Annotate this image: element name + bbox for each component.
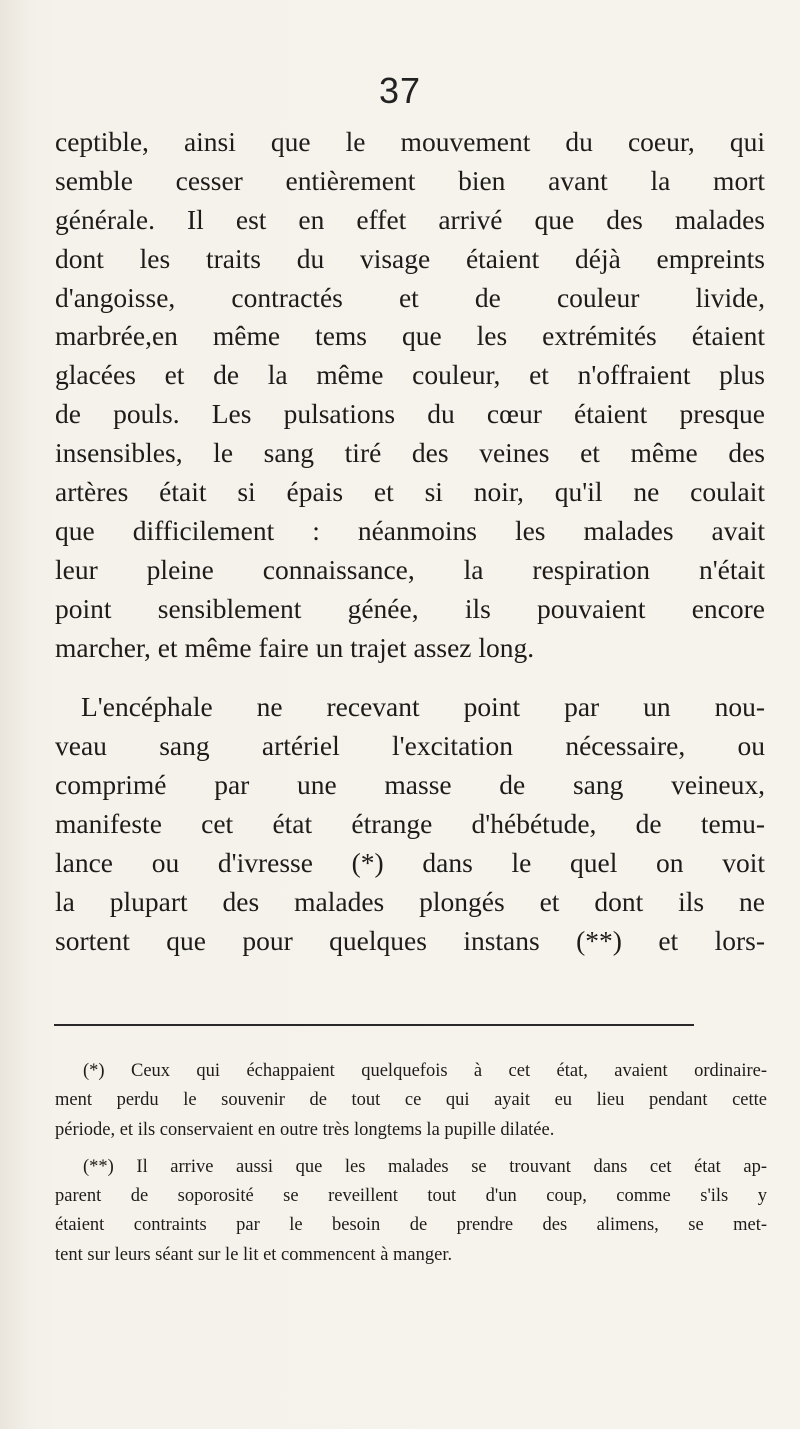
text-line: comprimé par une masse de sang veineux, <box>55 769 765 801</box>
text-line: semble cesser entièrement bien avant la mort <box>55 164 765 196</box>
text-line: point sensiblement génée, ils pouvaient encore <box>55 592 765 624</box>
text-line: dont les traits du visage étaient déjà empreints <box>55 242 765 274</box>
footnote-line: période, et ils conservaient en outre très longtems la pupille dilatée. <box>55 1119 555 1140</box>
footnote-gap <box>55 1145 767 1153</box>
footnote-1 <box>55 1057 767 1145</box>
paragraph-gap <box>55 667 765 688</box>
text-line: leur pleine connaissance, la respiration n'était <box>55 553 765 585</box>
text-line: artères était si épais et si noir, qu'il ne coulait <box>55 476 765 508</box>
footnote-2 <box>55 1153 767 1270</box>
text-line: de pouls. Les pulsations du cœur étaient presque <box>55 398 765 430</box>
text-line: générale. Il est en effet arrivé que des malades <box>55 203 765 235</box>
footnote-rule <box>54 1024 694 1026</box>
text-line: sortent que pour quelques instans (**) et lors- <box>55 924 765 956</box>
text-line: ceptible, ainsi que le mouvement du coeur, qui <box>55 126 765 157</box>
paragraph-1 <box>55 123 765 667</box>
footnote-line: tent sur leurs séant sur le lit et commencent à manger. <box>55 1244 453 1265</box>
text-line: d'angoisse, contractés et de couleur livide, <box>55 281 765 313</box>
text-line: que difficilement : néanmoins les malades avait <box>55 514 765 546</box>
text-line: veau sang artériel l'excitation nécessaire, ou <box>55 730 765 762</box>
body-text <box>55 123 765 961</box>
text-line: la plupart des malades plongés et dont ils ne <box>55 885 765 917</box>
text-line: marbrée,en même tems que les extrémités étaient <box>55 320 765 352</box>
footnote-line: parent de soporosité se reveillent tout d'un coup, comme s'ils y <box>55 1186 767 1207</box>
footnotes <box>55 1057 767 1270</box>
footnote-line: étaient contraints par le besoin de prendre des alimens, se met- <box>55 1215 767 1236</box>
footnote-line: ment perdu le souvenir de tout ce qui ayait eu lieu pendant cette <box>55 1090 767 1111</box>
text-line: lance ou d'ivresse (*) dans le quel on voit <box>55 847 765 879</box>
footnote-line: (**) Il arrive aussi que les malades se trouvant dans cet état ap- <box>83 1156 767 1177</box>
footnote-line: (*) Ceux qui échappaient quelquefois à cet état, avaient ordinaire- <box>83 1061 767 1081</box>
text-line: manifeste cet état étrange d'hébétude, de temu- <box>55 808 765 840</box>
paragraph-2 <box>55 688 765 960</box>
text-line-last: marcher, et même faire un trajet assez long. <box>55 631 535 663</box>
text-line: insensibles, le sang tiré des veines et même des <box>55 437 765 469</box>
text-line: glacées et de la même couleur, et n'offraient plus <box>55 359 765 391</box>
page-number: 37 <box>378 70 422 111</box>
text-line: L'encéphale ne recevant point par un nou- <box>81 691 765 723</box>
